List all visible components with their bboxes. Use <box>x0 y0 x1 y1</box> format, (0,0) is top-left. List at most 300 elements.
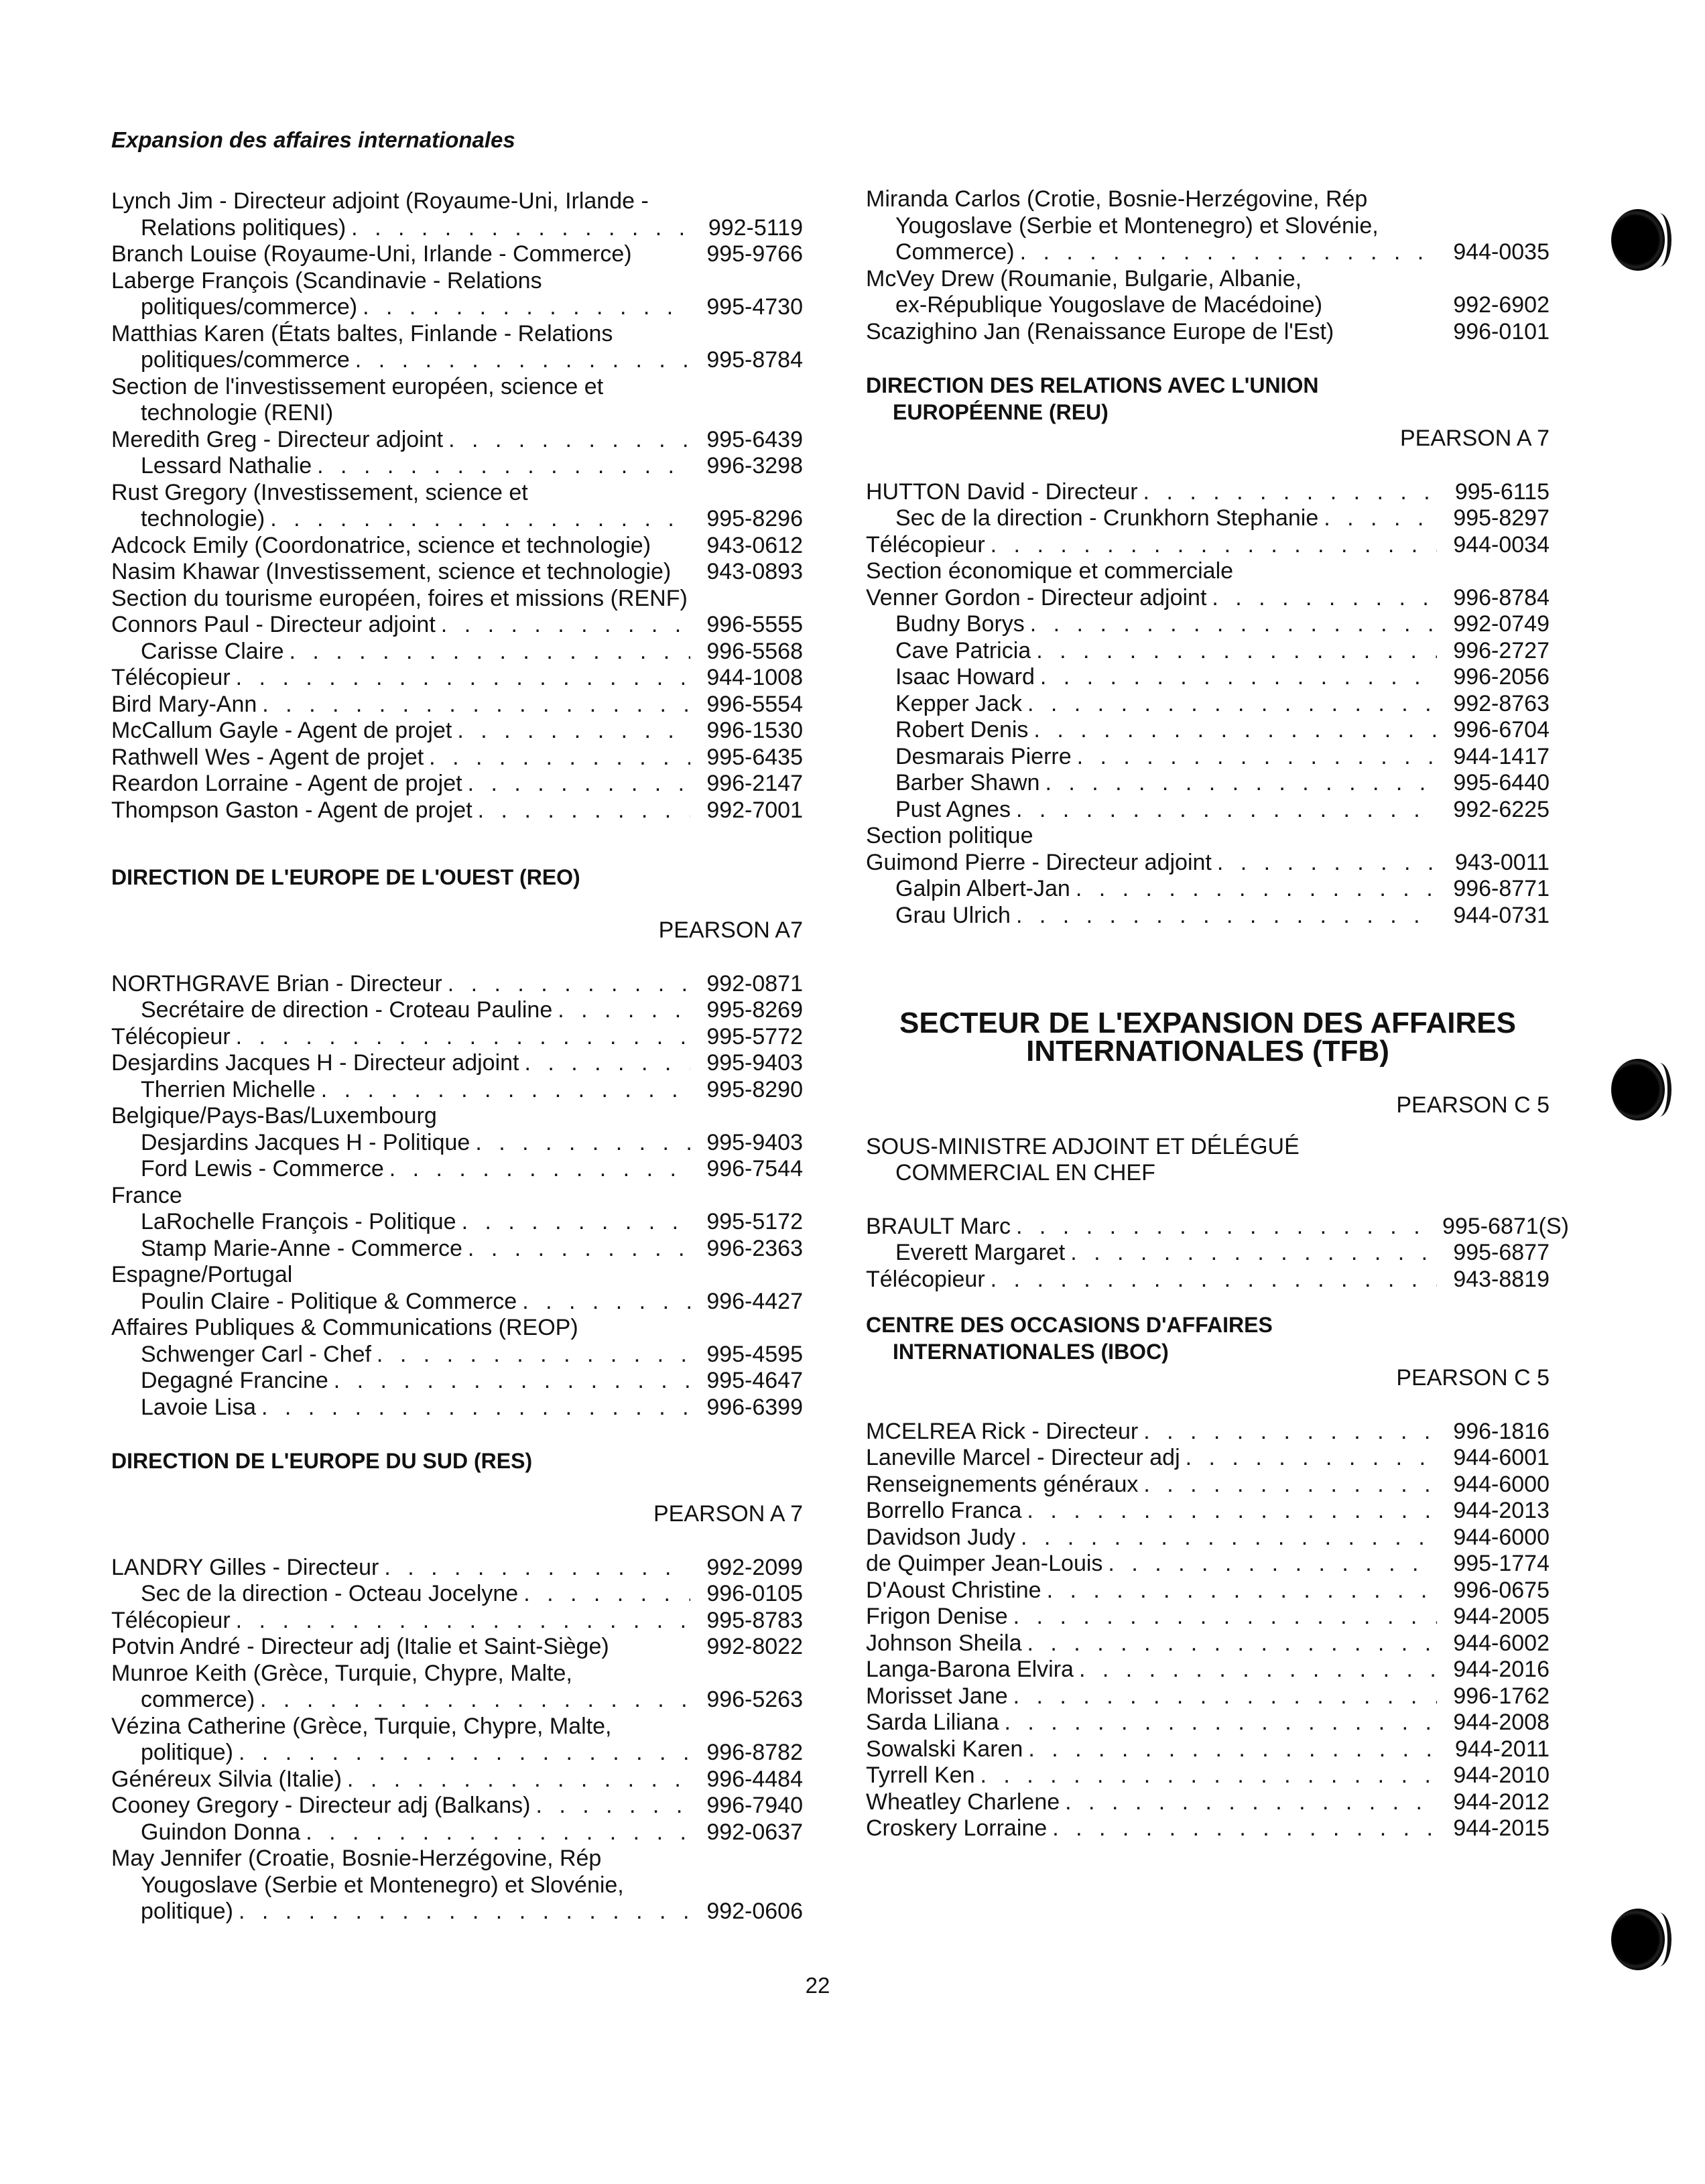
entry-row <box>866 1762 1550 1789</box>
entry-name: Reardon Lorraine - Agent de projet <box>111 771 462 796</box>
phone-number: 944-1008 <box>706 665 803 690</box>
reu-list <box>866 479 1550 929</box>
entry-row <box>866 1630 1550 1657</box>
right-column <box>866 186 1570 1842</box>
entry-row <box>866 1736 1550 1763</box>
phone-number: 996-0101 <box>1453 318 1550 344</box>
entry-row <box>111 1236 803 1263</box>
entry-name: Télécopieur <box>866 1266 985 1292</box>
binder-hole-icon <box>1611 1059 1665 1120</box>
entry-name: Guindon Donna <box>141 1819 301 1845</box>
entry-text-line: Matthias Karen (États baltes, Finlande - Relations <box>111 320 613 346</box>
directory-entry <box>866 1551 1550 1578</box>
binder-hole-icon <box>1611 1909 1665 1970</box>
iboc-heading <box>866 1311 1550 1365</box>
directory-entry <box>866 1267 1550 1293</box>
entry-row <box>866 1240 1550 1267</box>
entry-row <box>866 1472 1550 1498</box>
entry-name: Isaac Howard <box>895 664 1035 690</box>
entry-name: Venner Gordon - Directeur adjoint <box>866 584 1207 611</box>
directory-entry <box>866 1498 1550 1525</box>
entry-row <box>866 1551 1550 1578</box>
directory-entry <box>111 1767 803 1793</box>
left-top-list <box>111 188 803 824</box>
directory-entry <box>111 1819 803 1846</box>
entry-name: politique) <box>141 1740 233 1765</box>
entry-name: Grau Ulrich <box>895 902 1011 928</box>
entry-text-line: Affaires Publiques & Communications (REOP) <box>111 1315 578 1340</box>
phone-number: 944-2013 <box>1453 1498 1550 1523</box>
entry-row <box>866 797 1550 824</box>
entry-row <box>111 1024 803 1051</box>
entry-name: Cave Patricia <box>895 637 1031 663</box>
directory-entry <box>866 1445 1550 1472</box>
dot-leader <box>468 771 690 797</box>
sma-heading-line1: SOUS-MINISTRE ADJOINT ET DÉLÉGUÉ <box>866 1133 1300 1159</box>
dot-leader <box>1021 1525 1437 1551</box>
entry-row <box>111 1740 803 1767</box>
directory-entry <box>111 639 803 665</box>
entry-name: Ford Lewis - Commerce <box>141 1156 384 1181</box>
dot-leader <box>1027 1630 1437 1657</box>
directory-entry <box>111 1103 803 1130</box>
entry-name: politique) <box>141 1899 233 1924</box>
phone-number: 996-8784 <box>1453 584 1550 611</box>
dot-leader <box>321 1077 690 1104</box>
entry-row <box>111 1209 803 1236</box>
directory-entry <box>111 374 803 427</box>
sma-heading-line2: COMMERCIAL EN CHEF <box>895 1160 1155 1185</box>
directory-entry <box>111 1581 803 1608</box>
entry-row <box>866 1498 1550 1525</box>
entry-row <box>866 1267 1550 1293</box>
entry-name: Everett Margaret <box>895 1240 1066 1265</box>
entry-name: LANDRY Gilles - Directeur <box>111 1554 379 1580</box>
dot-leader <box>535 1793 690 1819</box>
entry-name: Schwenger Carl - Chef <box>141 1341 371 1367</box>
directory-entry <box>866 1419 1550 1446</box>
entry-text-line: Section économique et commerciale <box>866 558 1234 584</box>
dot-leader <box>441 612 690 639</box>
entry-name: Borrello Franca <box>866 1498 1022 1523</box>
dot-leader <box>384 1555 690 1582</box>
directory-entry <box>111 1077 803 1104</box>
dot-leader <box>1076 876 1437 903</box>
entry-name: Commerce) <box>895 239 1015 265</box>
phone-number: 996-3298 <box>706 453 803 478</box>
dot-leader <box>1033 717 1437 744</box>
sma-heading <box>866 1134 1550 1187</box>
dot-leader <box>270 506 690 533</box>
dot-leader <box>1047 1578 1437 1604</box>
phone-number: 944-6000 <box>1453 1471 1550 1497</box>
entry-row <box>111 1581 803 1608</box>
dot-leader <box>239 1899 690 1925</box>
directory-entry <box>111 718 803 745</box>
dot-leader <box>1070 1240 1437 1267</box>
entry-name: NORTHGRAVE Brian - Directeur <box>111 970 442 997</box>
directory-entry <box>866 1736 1550 1763</box>
entry-row <box>866 319 1550 346</box>
dot-leader <box>1143 1472 1437 1498</box>
entry-row <box>111 997 803 1024</box>
directory-entry <box>111 1262 803 1289</box>
phone-number: 944-2011 <box>1454 1736 1550 1762</box>
phone-number: 944-1417 <box>1453 743 1550 769</box>
directory-entry <box>866 638 1550 665</box>
entry-text-line: Lynch Jim - Directeur adjoint (Royaume-Uni, Irlande - <box>111 188 649 214</box>
entry-name: Sec de la direction - Crunkhorn Stephanie <box>895 505 1319 531</box>
entry-row <box>866 479 1550 506</box>
directory-entry <box>111 1714 803 1767</box>
directory-entry <box>866 505 1550 532</box>
directory-entry <box>111 188 803 241</box>
entry-name: Budny Borys <box>895 611 1025 637</box>
phone-number: 995-6439 <box>706 426 803 452</box>
dot-leader <box>1036 638 1437 665</box>
phone-number: 944-2012 <box>1453 1789 1550 1815</box>
entry-row <box>111 1793 803 1819</box>
phone-number: 995-5172 <box>706 1209 803 1234</box>
entry-text-line: Yougoslave (Serbie et Montenegro) et Slovénie, <box>141 1872 624 1898</box>
entry-row <box>866 239 1550 266</box>
directory-entry <box>111 1846 803 1925</box>
directory-entry <box>111 1793 803 1819</box>
iboc-list <box>866 1419 1550 1842</box>
sma-list <box>866 1213 1570 1293</box>
directory-entry <box>111 427 803 454</box>
entry-row <box>111 612 803 639</box>
dot-leader <box>236 1608 690 1634</box>
entry-name: Robert Denis <box>895 717 1029 743</box>
phone-number: 996-5555 <box>706 612 803 637</box>
directory-entry <box>866 691 1550 718</box>
entry-text-line: May Jennifer (Croatie, Bosnie-Herzégovine, Rép <box>111 1846 602 1871</box>
entry-row <box>111 559 803 586</box>
reo-list <box>111 971 803 1421</box>
entry-row <box>111 1130 803 1157</box>
reu-heading-line1: DIRECTION DES RELATIONS AVEC L'UNION <box>866 373 1319 397</box>
phone-number: 996-1816 <box>1453 1418 1550 1444</box>
phone-number: 944-6000 <box>1453 1524 1550 1550</box>
entry-text-line: Yougoslave (Serbie et Montenegro) et Slovénie, <box>895 212 1379 239</box>
entry-row <box>111 1368 803 1395</box>
page-number: 22 <box>805 1973 830 1998</box>
directory-entry <box>111 745 803 771</box>
entry-row <box>111 665 803 692</box>
dot-leader <box>389 1156 690 1183</box>
entry-row <box>111 506 803 533</box>
entry-row <box>866 1815 1550 1842</box>
entry-row <box>111 1819 803 1846</box>
phone-number: 943-0893 <box>706 559 803 584</box>
directory-entry <box>866 1525 1550 1551</box>
entry-name: Desmarais Pierre <box>895 743 1072 769</box>
phone-number: 996-5568 <box>706 638 803 664</box>
phone-number: 992-0606 <box>706 1899 803 1924</box>
directory-entry <box>111 1555 803 1582</box>
directory-entry <box>866 1240 1550 1267</box>
directory-entry <box>866 1657 1550 1683</box>
phone-number: 992-6902 <box>1453 292 1550 318</box>
entry-row <box>866 1578 1550 1604</box>
entry-row <box>866 585 1550 612</box>
entry-text-line: Vézina Catherine (Grèce, Turquie, Chypre, Malte, <box>111 1713 612 1739</box>
dot-leader <box>462 1209 690 1236</box>
phone-number: 995-8783 <box>706 1607 803 1633</box>
entry-name: Télécopieur <box>111 665 231 690</box>
dot-leader <box>1013 1604 1437 1630</box>
dot-leader <box>1108 1551 1437 1578</box>
dot-leader <box>1016 797 1437 824</box>
phone-number: 996-7544 <box>706 1156 803 1181</box>
entry-name: ex-République Yougoslave de Macédoine) <box>895 292 1323 318</box>
phone-number: 944-0731 <box>1453 902 1550 928</box>
iboc-heading-line1: CENTRE DES OCCASIONS D'AFFAIRES <box>866 1313 1273 1337</box>
entry-name: McCallum Gayle - Agent de projet <box>111 718 452 743</box>
directory-entry <box>111 997 803 1024</box>
dot-leader <box>1324 505 1437 532</box>
directory-entry <box>866 1710 1550 1736</box>
phone-number: 944-2005 <box>1453 1604 1550 1629</box>
directory-entry <box>866 1683 1550 1710</box>
entry-name: BRAULT Marc <box>866 1213 1011 1239</box>
directory-entry <box>866 611 1550 638</box>
binder-hole-icon <box>1611 209 1665 271</box>
phone-number: 992-8763 <box>1453 690 1550 716</box>
phone-number: 995-5772 <box>706 1023 803 1049</box>
entry-row <box>866 770 1550 797</box>
entry-name: Croskery Lorraine <box>866 1815 1048 1841</box>
phone-number: 996-2056 <box>1453 664 1550 690</box>
phone-number: 992-2099 <box>706 1554 803 1580</box>
directory-entry <box>866 903 1550 929</box>
entry-name: Télécopieur <box>111 1607 231 1633</box>
entry-text-line: Espagne/Portugal <box>111 1262 293 1287</box>
dot-leader <box>1027 691 1437 718</box>
phone-number: 992-7001 <box>706 797 803 823</box>
entry-text-line: Rust Gregory (Investissement, science et <box>111 479 528 505</box>
entry-name: Langa-Barona Elvira <box>866 1657 1074 1682</box>
dot-leader <box>1079 1657 1437 1683</box>
dot-leader <box>1186 1445 1437 1472</box>
entry-row <box>111 971 803 998</box>
reo-location: PEARSON A7 <box>658 917 803 943</box>
directory-entry <box>111 1342 803 1368</box>
phone-number: 995-9766 <box>706 241 803 267</box>
entry-name: Barber Shawn <box>895 770 1040 795</box>
entry-name: Desjardins Jacques H - Directeur adjoint <box>111 1050 519 1076</box>
directory-entry <box>866 266 1550 319</box>
entry-row <box>111 533 803 560</box>
directory-entry <box>866 319 1550 346</box>
phone-number: 944-2010 <box>1453 1762 1550 1788</box>
directory-entry <box>111 797 803 824</box>
dot-leader <box>981 1762 1438 1789</box>
directory-entry <box>111 665 803 692</box>
entry-row <box>111 1634 803 1661</box>
directory-entry <box>866 770 1550 797</box>
directory-entry <box>111 1661 803 1714</box>
directory-entry <box>111 321 803 374</box>
entry-name: commerce) <box>141 1687 255 1712</box>
dot-leader <box>429 745 690 771</box>
dot-leader <box>1030 611 1437 638</box>
entry-row <box>866 903 1550 929</box>
dot-leader <box>239 1740 690 1767</box>
res-location: PEARSON A 7 <box>653 1501 803 1527</box>
dot-leader <box>1143 479 1437 506</box>
phone-number: 995-6877 <box>1453 1240 1550 1265</box>
entry-name: Branch Louise (Royaume-Uni, Irlande - Commerce) <box>111 241 632 267</box>
directory-entry <box>111 1634 803 1661</box>
directory-entry <box>111 586 803 613</box>
dot-leader <box>347 1767 690 1793</box>
entry-name: Tyrrell Ken <box>866 1762 975 1788</box>
reu-heading <box>866 372 1550 426</box>
entry-row <box>111 453 803 480</box>
phone-number: 992-8022 <box>706 1634 803 1659</box>
entry-row <box>866 1419 1550 1446</box>
entry-name: MCELREA Rick - Directeur <box>866 1418 1139 1444</box>
entry-row <box>111 639 803 665</box>
phone-number: 995-1774 <box>1453 1551 1550 1576</box>
entry-text-line: Munroe Keith (Grèce, Turquie, Chypre, Malte, <box>111 1660 572 1686</box>
entry-row <box>866 691 1550 718</box>
directory-entry <box>866 850 1550 877</box>
entry-name: Wheatley Charlene <box>866 1789 1060 1815</box>
phone-number: 995-8290 <box>706 1076 803 1102</box>
entry-row <box>866 664 1550 691</box>
entry-row <box>866 292 1550 319</box>
phone-number: 944-0034 <box>1453 531 1550 558</box>
phone-number: 944-2015 <box>1453 1815 1550 1841</box>
entry-name: Sec de la direction - Octeau Jocelyne <box>141 1581 519 1606</box>
phone-number: 996-6399 <box>706 1394 803 1420</box>
phone-number: 943-0011 <box>1454 849 1550 875</box>
phone-number: 996-2727 <box>1453 637 1550 663</box>
phone-number: 944-2016 <box>1453 1657 1550 1682</box>
entry-name: Carisse Claire <box>141 638 284 664</box>
entry-row <box>111 1156 803 1183</box>
directory-entry <box>111 453 803 480</box>
phone-number: 995-9403 <box>706 1129 803 1155</box>
directory-entry <box>111 1395 803 1421</box>
phone-number: 995-8296 <box>706 506 803 531</box>
phone-number: 995-6440 <box>1453 770 1550 795</box>
entry-name: politiques/commerce) <box>141 294 358 320</box>
phone-number: 995-6435 <box>706 744 803 770</box>
entry-row <box>111 718 803 745</box>
phone-number: 995-4730 <box>706 294 803 320</box>
directory-entry <box>866 532 1550 559</box>
entry-text-line: Section politique <box>866 823 1033 848</box>
entry-name: Rathwell Wes - Agent de projet <box>111 744 424 770</box>
phone-number: 995-9403 <box>706 1050 803 1076</box>
entry-row <box>111 347 803 374</box>
dot-leader <box>236 665 690 692</box>
dot-leader <box>1045 770 1437 797</box>
dot-leader <box>475 1130 690 1157</box>
phone-number: 995-8269 <box>706 997 803 1023</box>
directory-entry <box>866 1472 1550 1498</box>
dot-leader <box>351 215 690 242</box>
entry-name: Cooney Gregory - Directeur adj (Balkans) <box>111 1793 531 1818</box>
reu-heading-line2: EUROPÉENNE (REU) <box>893 400 1109 424</box>
dot-leader <box>334 1368 690 1395</box>
directory-entry <box>866 823 1550 850</box>
directory-entry <box>111 241 803 268</box>
directory-entry <box>111 971 803 998</box>
entry-name: Lavoie Lisa <box>141 1394 257 1420</box>
entry-row <box>111 427 803 454</box>
dot-leader <box>355 347 690 374</box>
entry-name: Lessard Nathalie <box>141 453 312 478</box>
entry-row <box>111 1899 803 1925</box>
entry-name: Relations politiques) <box>141 214 346 241</box>
phone-number: 996-1762 <box>1453 1683 1550 1709</box>
entry-name: Stamp Marie-Anne - Commerce <box>141 1235 462 1261</box>
phone-number: 995-8784 <box>706 347 803 373</box>
directory-entry <box>866 797 1550 824</box>
entry-name: Adcock Emily (Coordonatrice, science et technologie) <box>111 532 651 558</box>
entry-name: Généreux Silvia (Italie) <box>111 1766 342 1792</box>
res-list <box>111 1555 803 1925</box>
entry-row <box>866 532 1550 559</box>
phone-number: 995-6115 <box>1454 478 1550 505</box>
dot-leader <box>448 427 690 454</box>
entry-name: Thompson Gaston - Agent de projet <box>111 797 472 823</box>
entry-row <box>111 1395 803 1421</box>
phone-number: 996-0105 <box>706 1581 803 1606</box>
entry-row <box>111 241 803 268</box>
entry-text-line: Miranda Carlos (Crotie, Bosnie-Herzégovine, Rép <box>866 186 1368 212</box>
entry-text-line: technologie (RENI) <box>141 400 334 426</box>
phone-number: 992-0871 <box>706 970 803 997</box>
entry-row <box>111 215 803 242</box>
entry-row <box>111 1289 803 1315</box>
tfb-title-line1: SECTEUR DE L'EXPANSION DES AFFAIRES <box>899 1007 1516 1039</box>
entry-row <box>111 1342 803 1368</box>
directory-entry <box>866 1762 1550 1789</box>
directory-entry <box>866 1604 1550 1630</box>
entry-row <box>866 1657 1550 1683</box>
phone-number: 996-6704 <box>1453 717 1550 743</box>
directory-entry <box>111 1209 803 1236</box>
dot-leader <box>1016 903 1437 929</box>
entry-name: Scazighino Jan (Renaissance Europe de l'Est) <box>866 318 1334 344</box>
entry-name: Bird Mary-Ann <box>111 691 257 717</box>
entry-name: Télécopieur <box>111 1023 231 1049</box>
tfb-title <box>866 1009 1550 1066</box>
entry-name: LaRochelle François - Politique <box>141 1209 456 1234</box>
dot-leader <box>1028 1736 1437 1763</box>
directory-entry <box>866 1578 1550 1604</box>
entry-row <box>111 1555 803 1582</box>
entry-text-line: Laberge François (Scandinavie - Relations <box>111 267 542 294</box>
dot-leader <box>1052 1815 1437 1842</box>
directory-entry <box>111 533 803 560</box>
entry-row <box>866 1604 1550 1630</box>
entry-row <box>866 1445 1550 1472</box>
directory-entry <box>111 1608 803 1634</box>
phone-number: 996-2147 <box>706 771 803 796</box>
directory-entry <box>111 1050 803 1077</box>
dot-leader <box>1013 1683 1437 1710</box>
phone-number: 996-5263 <box>706 1687 803 1712</box>
phone-number: 996-4427 <box>706 1288 803 1314</box>
entry-row <box>111 1687 803 1714</box>
